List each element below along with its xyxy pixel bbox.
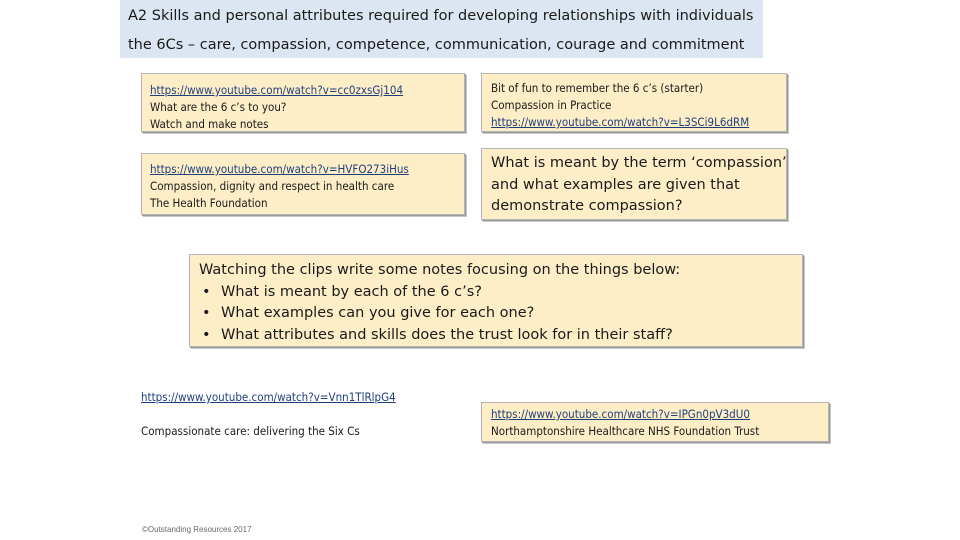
task-bullet: • What examples can you give for each one? [199,303,802,325]
task-bullet: • What attributes and skills does the trust look for in their staff? [199,325,802,347]
box-text: What are the 6 c’s to you? [150,100,287,114]
copyright-footer: ©Outstanding Resources 2017 [142,525,252,534]
title-line-1: A2 Skills and personal attributes required for developing relationships with individuals [128,8,754,24]
video-link-northamptonshire[interactable]: https://www.youtube.com/watch?v=IPGn0pV3dU0 [491,407,750,421]
task-intro: Watching the clips write some notes focusing on the things below: [199,262,681,278]
video-box-6cs [141,73,465,132]
video-link-six-cs[interactable]: https://www.youtube.com/watch?v=Vnn1TlRlpG4 [141,390,396,404]
box-text: Compassion in Practice [491,98,612,112]
title-line-2: the 6Cs – care, compassion, competence, communication, courage and commitment [128,37,745,53]
task-bullet: • What is meant by each of the 6 c’s? [199,282,802,304]
box-text: The Health Foundation [150,196,268,210]
question-text: and what examples are given that [491,176,740,193]
box-text: Northamptonshire Healthcare NHS Foundation Trust [491,424,760,438]
task-instructions-box [189,254,803,347]
box-text: Compassion, dignity and respect in health care [150,179,395,193]
question-text: demonstrate compassion? [491,198,683,214]
video-box-northamptonshire [481,402,829,442]
video-caption-six-cs: Compassionate care: delivering the Six Cs [141,424,360,438]
video-box-compassion-in-practice [481,73,787,132]
title-banner [120,0,763,58]
compassion-question-box [481,148,787,220]
video-link-health-foundation[interactable]: https://www.youtube.com/watch?v=HVFO273iHus [150,162,409,176]
video-link-compassion-in-practice[interactable]: https://www.youtube.com/watch?v=L3SCi9L6dRM [491,115,750,129]
video-box-health-foundation [141,153,465,215]
video-link-6cs[interactable]: https://www.youtube.com/watch?v=cc0zxsGj104 [150,83,404,97]
question-text: What is meant by the term ‘compassion’ [491,155,787,171]
box-text: Watch and make notes [150,117,269,131]
box-text: Bit of fun to remember the 6 c’s (starter) [491,81,704,95]
task-bullet-list [199,282,802,347]
